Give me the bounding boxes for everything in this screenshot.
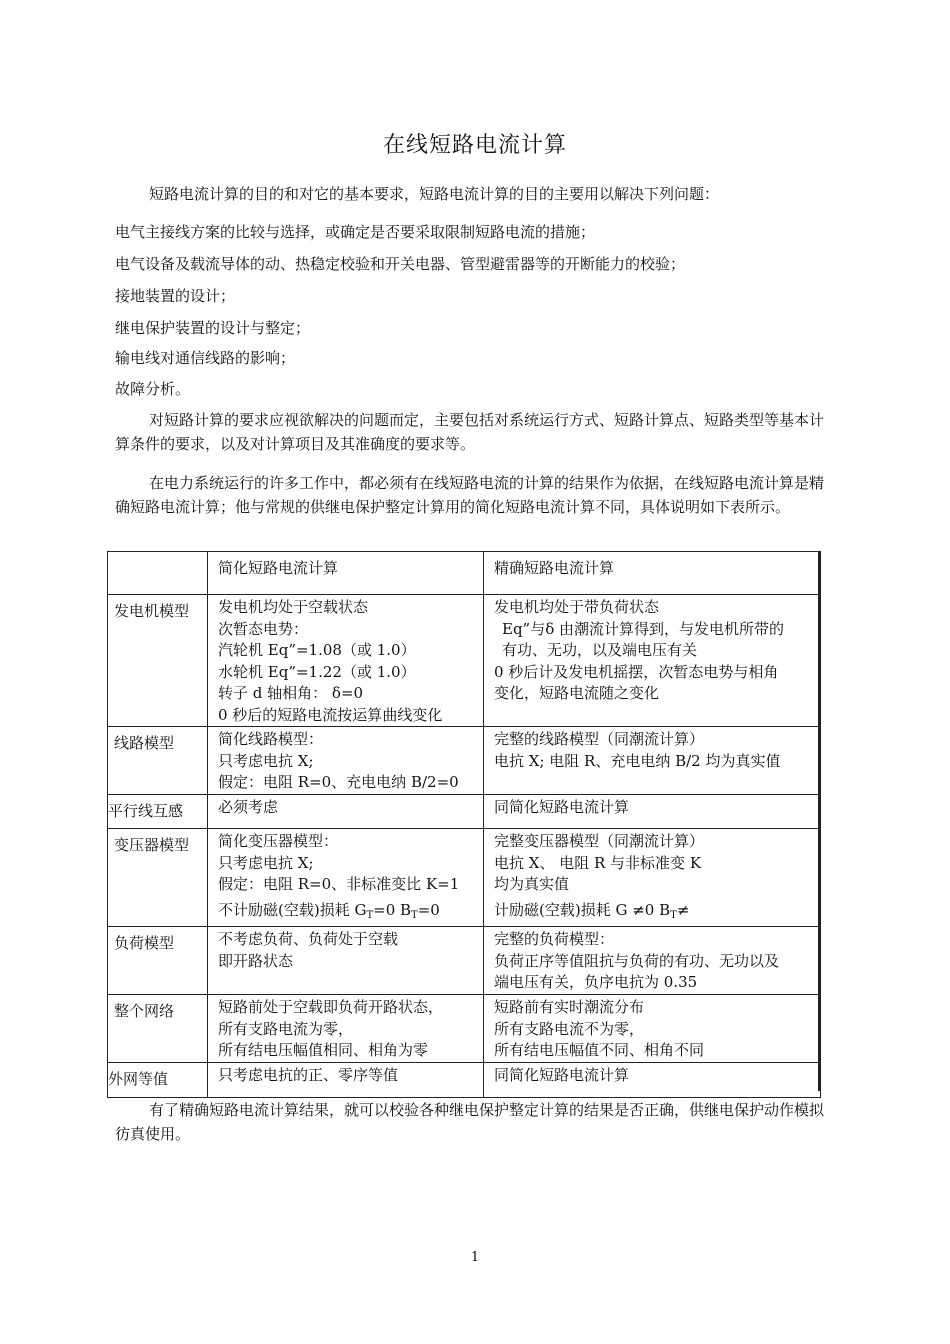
row-label: 线路模型 [108,727,208,795]
table-row-generator [108,595,821,727]
table-header-row [108,552,821,595]
cell-precise: 完整变压器模型（同潮流计算） 电抗 X、 电阻 R 与非标准变 K 均为真实值 计励磁(空载)损耗 G ≠0 $B_T\ne$ [484,829,821,927]
cell-precise: 同简化短路电流计算 [484,1062,821,1097]
cell-precise: 完整的负荷模型： 负荷正序等值阻抗与负荷的有功、无功以及 端电压有关，负序电抗为 0.35 [484,927,821,995]
requirements-paragraph: 对短路计算的要求应视欲解决的问题而定，主要包括对系统运行方式、短路计算点、短路类型等基本计算条件的要求，以及对计算项目及其准确度的要求等。 [115,411,825,453]
table-row-load [108,927,821,995]
purpose-item: 电气设备及载流导体的动、热稳定校验和开关电器、管型避雷器等的开断能力的校验； [115,255,686,273]
purpose-item: 接地装置的设计； [115,287,236,305]
table-row-external [108,1062,821,1097]
purpose-item: 故障分析。 [115,380,191,398]
table-outer-border [818,551,820,1091]
table-header-precise: 精确短路电流计算 [484,552,821,595]
intro-paragraph: 短路电流计算的目的和对它的基本要求，短路电流计算的目的主要用以解决下列问题： [149,185,720,203]
cell-simple: 只考虑电抗的正、零序等值 [208,1062,484,1097]
purpose-item: 电气主接线方案的比较与选择，或确定是否要采取限制短路电流的措施； [115,223,596,241]
cell-simple: 简化线路模型： 只考虑电抗 X; 假定：电阻 R=0、充电电纳 B/2=0 [208,727,484,795]
conclusion-paragraph: 有了精确短路电流计算结果，就可以校验各种继电保护整定计算的结果是否正确，供继电保护动作模拟彷真使用。 [115,1101,825,1143]
comparison-table [107,551,821,1098]
row-label: 外网等值 [108,1062,208,1097]
table-row-transformer [108,829,821,927]
cell-simple: 必须考虑 [208,795,484,829]
row-label: 负荷模型 [108,927,208,995]
table-row-line [108,727,821,795]
table-row-network [108,995,821,1063]
table-header-empty [108,552,208,595]
page-title: 在线短路电流计算 [382,133,567,158]
page-number: 1 [470,1250,480,1265]
cell-precise: 发电机均处于带负荷状态 Eq”与δ 由潮流计算得到，与发电机所带的 有功、无功，以及端电压有关 0 秒后计及发电机摇摆，次暂态电势与相角 变化，短路电流随之变化 [484,595,821,727]
table-header-simple: 简化短路电流计算 [208,552,484,595]
row-label: 发电机模型 [108,595,208,727]
purpose-item: 输电线对通信线路的影响； [115,349,296,367]
table-row-mutual [108,795,821,829]
cell-precise: 完整的线路模型（同潮流计算） 电抗 X; 电阻 R、充电电纳 B/2 均为真实值 [484,727,821,795]
cell-simple: 发电机均处于空载状态 次暂态电势： 汽轮机 Eq”=1.08（或 1.0） 水轮机 Eq”=1.22（或 1.0） 转子 d 轴相角： δ=0 0 秒后的短路电流按运算曲线变化 [208,595,484,727]
row-label: 整个网络 [108,995,208,1063]
cell-precise: 短路前有实时潮流分布 所有支路电流不为零， 所有结电压幅值不同、相角不同 [484,995,821,1063]
row-label: 变压器模型 [108,829,208,927]
cell-precise: 同简化短路电流计算 [484,795,821,829]
cell-simple: 简化变压器模型： 只考虑电抗 X; 假定：电阻 R=0、非标准变比 K=1 不计励磁(空载)损耗 $G_T=0$ $B_T=0$ [208,829,484,927]
cell-simple: 短路前处于空载即负荷开路状态， 所有支路电流为零， 所有结电压幅值相同、相角为零 [208,995,484,1063]
online-calc-paragraph: 在电力系统运行的许多工作中，都必须有在线短路电流的计算的结果作为依据，在线短路电流计算是精确短路电流计算；他与常规的供继电保护整定计算用的简化短路电流计算不同，具体说明如下表所示。 [115,474,825,516]
row-label: 平行线互感 [108,795,208,829]
purpose-item: 继电保护装置的设计与整定； [115,319,311,337]
cell-simple: 不考虑负荷、负荷处于空载 即开路状态 [208,927,484,995]
